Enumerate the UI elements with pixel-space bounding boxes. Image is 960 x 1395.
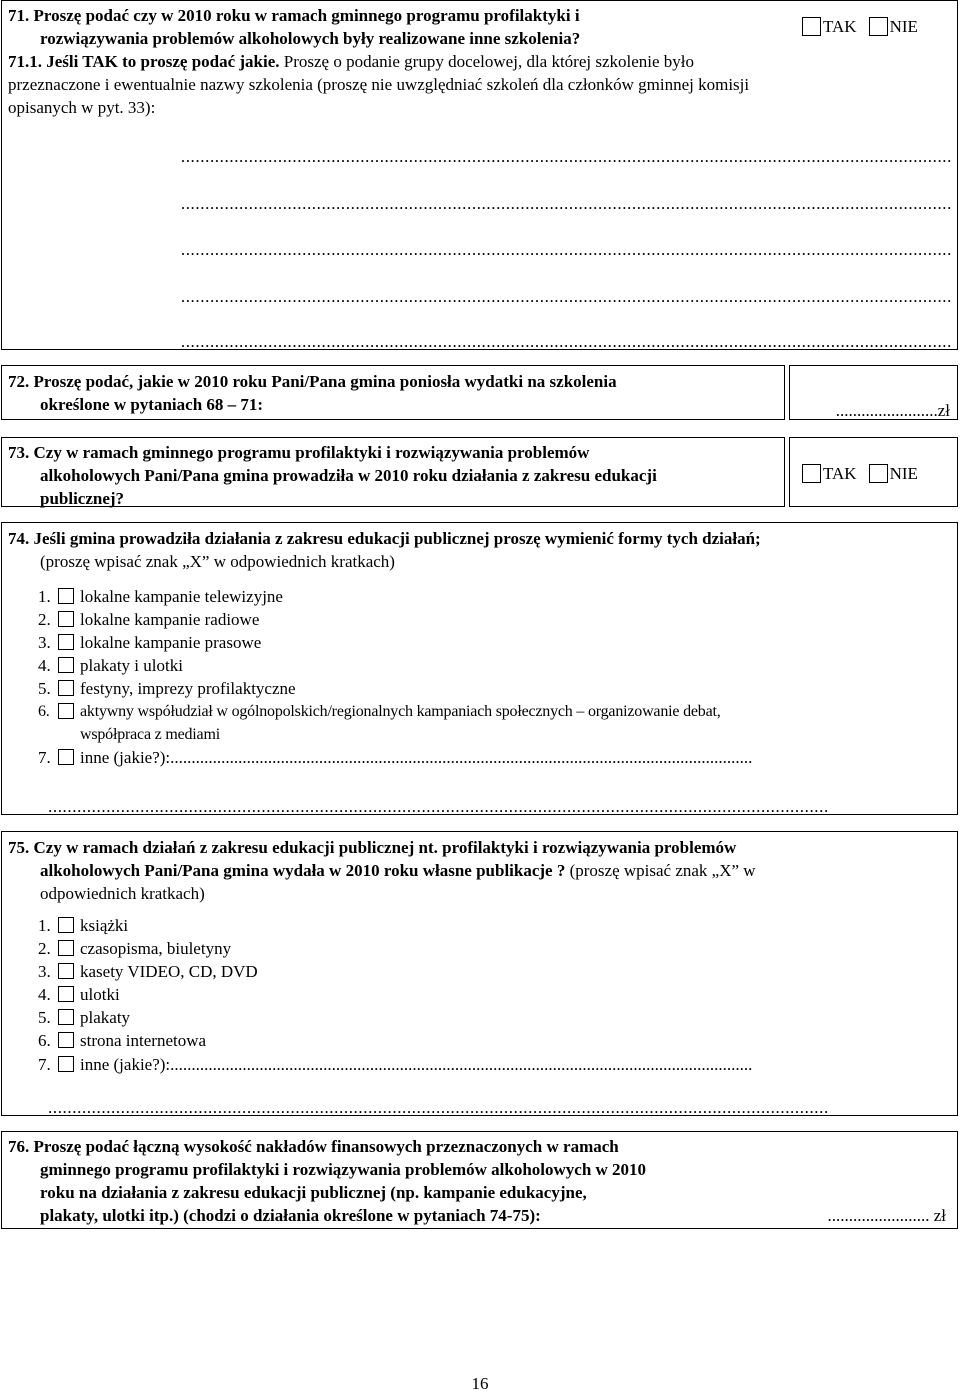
option-number: 3.	[38, 633, 51, 652]
option-number: 7.	[38, 748, 51, 767]
q75-line1: Czy w ramach działań z zakresu edukacji publicznej nt. profilaktyki i rozwiązywania problemów	[33, 838, 737, 857]
q74-extra-line[interactable]: .................................................................................................................................................................	[48, 797, 829, 816]
q74-option	[38, 608, 259, 631]
option-label: lokalne kampanie radiowe	[80, 610, 260, 629]
q75-option	[38, 1029, 206, 1052]
q73-tak-checkbox[interactable]	[802, 464, 821, 483]
option-label: plakaty	[80, 1008, 131, 1027]
q71-answer-line-2[interactable]: ...............................................................................................................................................................	[180, 194, 952, 213]
q71-1-number: 71.1.	[8, 52, 42, 71]
q74-option-2-checkbox[interactable]	[58, 611, 74, 627]
q72-line1: Proszę podać, jakie w 2010 roku Pani/Pana gmina poniosła wydatki na szkolenia	[33, 372, 617, 391]
option-label: ulotki	[80, 985, 120, 1004]
q75-option	[38, 914, 128, 937]
q71-nie-label: NIE	[889, 17, 918, 36]
q73-line1: Czy w ramach gminnego programu profilaktyki i rozwiązywania problemów	[33, 443, 590, 462]
q73-answer-options	[802, 462, 918, 485]
q75-option	[38, 1053, 933, 1076]
q74-option-6-checkbox[interactable]	[58, 703, 74, 719]
page-number: 16	[471, 1374, 489, 1393]
option-label: czasopisma, biuletyny	[80, 939, 232, 958]
option-number: 6.	[38, 1031, 51, 1050]
option-label: lokalne kampanie telewizyjne	[80, 587, 283, 606]
q76-amount-field[interactable]: ........................ zł	[827, 1206, 946, 1225]
q75-option-5-checkbox[interactable]	[58, 1009, 74, 1025]
option-number: 6.	[38, 703, 50, 720]
option-number: 3.	[38, 962, 51, 981]
q74-option	[38, 700, 721, 746]
q73-number: 73.	[8, 443, 30, 462]
q75-question	[8, 836, 953, 905]
option-number: 7.	[38, 1055, 51, 1074]
q71-1-line3: opisanych w pyt. 33):	[8, 98, 156, 117]
q74-option	[38, 677, 296, 700]
q75-option	[38, 1006, 130, 1029]
q74-option	[38, 631, 261, 654]
q75-line2-rest: (proszę wpisać znak „X” w	[569, 861, 756, 880]
q72-question	[8, 370, 778, 416]
option-label: plakaty i ulotki	[80, 656, 183, 675]
q74-option-5-checkbox[interactable]	[58, 680, 74, 696]
q76-question	[8, 1135, 758, 1227]
q75-option-1-checkbox[interactable]	[58, 917, 74, 933]
q71-answer-line-1[interactable]: ...............................................................................................................................................................	[180, 147, 952, 166]
option-number: 4.	[38, 985, 51, 1004]
q75-option-3-checkbox[interactable]	[58, 963, 74, 979]
q74-option-1-checkbox[interactable]	[58, 588, 74, 604]
option-label-other-field[interactable]: inne (jakie?):.........................................................................................................................................	[80, 1055, 753, 1074]
q75-option	[38, 983, 120, 1006]
q76-line2: gminnego programu profilaktyki i rozwiązywania problemów alkoholowych w 2010	[40, 1160, 647, 1179]
option-label: książki	[80, 916, 129, 935]
option-label-other-field[interactable]: inne (jakie?):.........................................................................................................................................	[80, 748, 753, 767]
option-label: aktywny współudział w ogólnopolskich/regionalnych kampaniach społecznych – organizowanie debat,	[80, 703, 721, 720]
q76-line1: Proszę podać łączną wysokość nakładów finansowych przeznaczonych w ramach	[33, 1137, 619, 1156]
q71-answer-line-4[interactable]: ...............................................................................................................................................................	[180, 287, 952, 306]
q71-number: 71.	[8, 6, 30, 25]
option-label-continued: współpraca z mediami	[80, 726, 220, 743]
option-number: 1.	[38, 587, 51, 606]
option-number: 5.	[38, 679, 51, 698]
option-label: kasety VIDEO, CD, DVD	[80, 962, 258, 981]
q74-option	[38, 654, 183, 677]
option-label: strona internetowa	[80, 1031, 207, 1050]
q71-answer-line-5[interactable]: ...............................................................................................................................................................	[180, 332, 952, 351]
q75-number: 75.	[8, 838, 30, 857]
q74-option	[38, 746, 933, 769]
q73-question	[8, 441, 783, 510]
q71-1-line2: przeznaczone i ewentualnie nazwy szkolenia (proszę nie uwzględniać szkoleń dla członków gminnej komisji	[8, 75, 750, 94]
option-number: 4.	[38, 656, 51, 675]
q74-line2: (proszę wpisać znak „X” w odpowiednich kratkach)	[40, 552, 395, 571]
option-label: festyny, imprezy profilaktyczne	[80, 679, 296, 698]
q74-option-4-checkbox[interactable]	[58, 657, 74, 673]
q75-extra-line[interactable]: .................................................................................................................................................................	[48, 1098, 829, 1117]
q73-nie-label: NIE	[889, 464, 918, 483]
option-number: 1.	[38, 916, 51, 935]
q75-option	[38, 937, 231, 960]
q71-tak-checkbox[interactable]	[802, 17, 821, 36]
q72-number: 72.	[8, 372, 30, 391]
q75-line3: odpowiednich kratkach)	[40, 884, 205, 903]
q71-text-line1: Proszę podać czy w 2010 roku w ramach gminnego programu profilaktyki i	[33, 6, 580, 25]
q71-text-line2: rozwiązywania problemów alkoholowych były realizowane inne szkolenia?	[40, 29, 581, 48]
q71-question	[8, 4, 788, 50]
q74-option	[38, 585, 283, 608]
q71-nie-checkbox[interactable]	[869, 17, 888, 36]
q71-1-line1-rest: Proszę o podanie grupy docelowej, dla której szkolenie było	[283, 52, 695, 71]
q74-option-3-checkbox[interactable]	[58, 634, 74, 650]
option-number: 2.	[38, 939, 51, 958]
q73-line2: alkoholowych Pani/Pana gmina prowadziła w 2010 roku działania z zakresu edukacji	[40, 466, 657, 485]
option-label: lokalne kampanie prasowe	[80, 633, 262, 652]
q71-answer-line-3[interactable]: ...............................................................................................................................................................	[180, 240, 952, 259]
q75-option	[38, 960, 258, 983]
q71-1-question	[8, 50, 953, 119]
q75-option-7-checkbox[interactable]	[58, 1056, 74, 1072]
q71-1-bold-part: Jeśli TAK to proszę podać jakie.	[46, 52, 280, 71]
q76-number: 76.	[8, 1137, 30, 1156]
q71-answer-options	[802, 15, 918, 38]
q72-amount-field[interactable]: ........................zł	[835, 401, 950, 420]
q76-line4: plakaty, ulotki itp.) (chodzi o działania określone w pytaniach 74-75):	[40, 1206, 541, 1225]
q74-number: 74.	[8, 529, 30, 548]
q75-option-6-checkbox[interactable]	[58, 1032, 74, 1048]
q72-line2: określone w pytaniach 68 – 71:	[40, 395, 264, 414]
q73-tak-label: TAK	[823, 464, 857, 483]
q74-option-7-checkbox[interactable]	[58, 749, 74, 765]
q75-option-2-checkbox[interactable]	[58, 940, 74, 956]
q73-nie-checkbox[interactable]	[869, 464, 888, 483]
q73-line3: publicznej?	[40, 489, 125, 508]
option-number: 2.	[38, 610, 51, 629]
q75-option-4-checkbox[interactable]	[58, 986, 74, 1002]
q74-line1: Jeśli gmina prowadziła działania z zakresu edukacji publicznej proszę wymienić formy tych działań;	[33, 529, 761, 548]
q71-tak-label: TAK	[823, 17, 857, 36]
q75-line2-bold: alkoholowych Pani/Pana gmina wydała w 2010 roku własne publikacje ?	[40, 861, 566, 880]
option-number: 5.	[38, 1008, 51, 1027]
q76-line3: roku na działania z zakresu edukacji publicznej (np. kampanie edukacyjne,	[40, 1183, 587, 1202]
q74-question	[8, 527, 953, 573]
